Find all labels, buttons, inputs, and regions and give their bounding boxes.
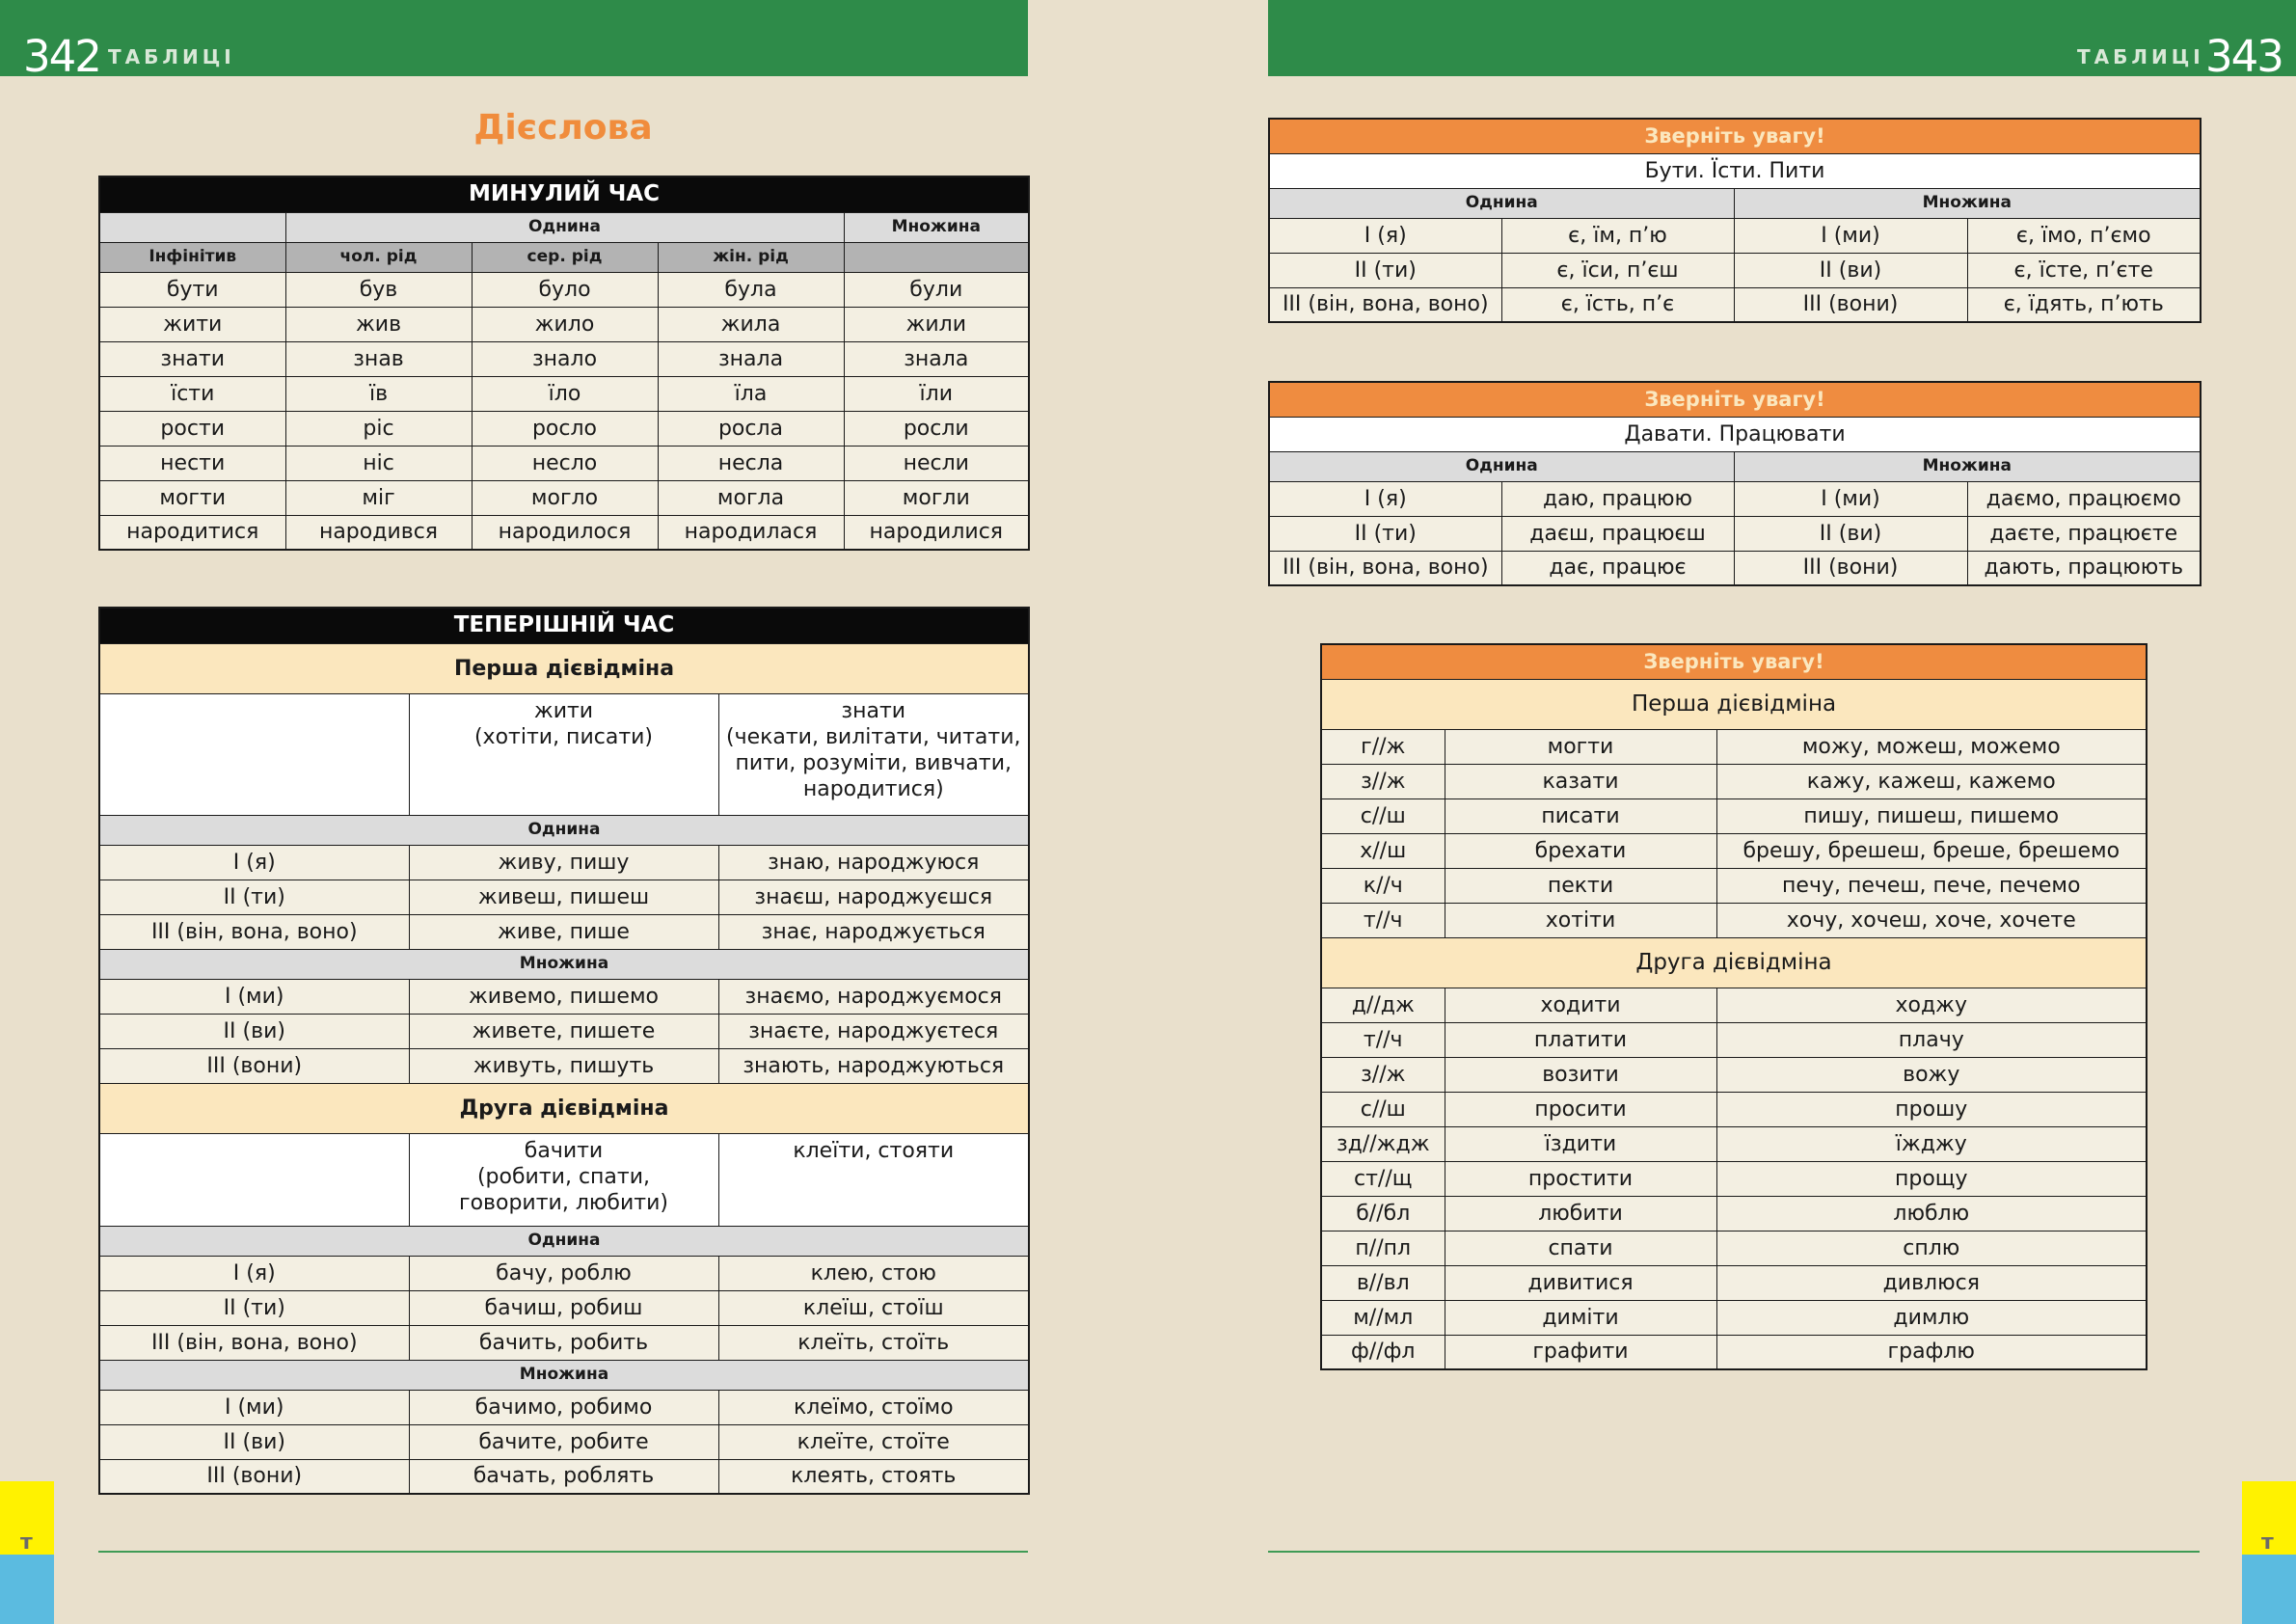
table-cell: є, їсте, п’єте — [1967, 253, 2201, 287]
table-cell: плачу — [1716, 1022, 2147, 1057]
table-cell: ІІ (ти) — [1269, 516, 1501, 551]
plural-row — [99, 1424, 1029, 1459]
singular-row — [99, 914, 1029, 949]
verb-group-line: (чекати, вилітати, читати, — [725, 724, 1021, 749]
table-cell: т//ч — [1321, 1022, 1445, 1057]
verb-group-line: знати — [841, 698, 906, 723]
table-cell: к//ч — [1321, 868, 1445, 903]
table-cell: їв — [285, 376, 472, 411]
table-cell: ІІІ (він, вона, воно) — [1269, 551, 1501, 585]
singular-row — [99, 1325, 1029, 1360]
table-cell: х//ш — [1321, 833, 1445, 868]
note-header: Зверніть увагу! — [1321, 644, 2147, 679]
alternation-row — [1321, 1092, 2147, 1126]
table-cell: спати — [1445, 1231, 1716, 1265]
table-cell: могла — [658, 480, 844, 515]
table-cell: даєте, працюєте — [1967, 516, 2201, 551]
table-cell: є, їсть, п’є — [1501, 287, 1734, 322]
singular-header: Однина — [99, 1226, 1029, 1256]
verb-group-cell — [409, 693, 718, 815]
past-tense-row — [99, 272, 1029, 307]
table-cell: знала — [844, 341, 1029, 376]
table-cell: росли — [844, 411, 1029, 446]
note2-row — [1269, 481, 2201, 516]
table-cell: ІІІ (він, вона, воно) — [1269, 287, 1501, 322]
plural-row — [99, 1390, 1029, 1424]
header-cell — [99, 212, 285, 242]
past-tense-row — [99, 307, 1029, 341]
table-cell: І (ми) — [99, 1390, 409, 1424]
singular-header: Однина — [1269, 188, 1734, 218]
table-cell: бачить, робить — [409, 1325, 718, 1360]
table-cell: могли — [844, 480, 1029, 515]
alternation-row — [1321, 1161, 2147, 1196]
note2-row — [1269, 551, 2201, 585]
table-cell: просити — [1445, 1092, 1716, 1126]
table-cell: ІІІ (вони) — [99, 1048, 409, 1083]
alternation-row — [1321, 729, 2147, 764]
table-cell: їли — [844, 376, 1029, 411]
table-cell: г//ж — [1321, 729, 1445, 764]
alternation-row — [1321, 903, 2147, 937]
right-page-label: ТАБЛИЦІ — [2077, 45, 2204, 68]
table-cell: зд//ждж — [1321, 1126, 1445, 1161]
plural-header: Множина — [1734, 451, 2201, 481]
table-cell: вожу — [1716, 1057, 2147, 1092]
note-subtitle: Давати. Працювати — [1269, 417, 2201, 451]
table-cell: димлю — [1716, 1300, 2147, 1335]
table-cell: жити — [99, 307, 285, 341]
verb-group-line: пити, розуміти, вивчати, — [735, 750, 1013, 775]
table-cell: була — [658, 272, 844, 307]
col-feminine: жін. рід — [658, 242, 844, 272]
singular-row — [99, 1290, 1029, 1325]
present-tense-table — [98, 607, 1030, 1495]
table-cell: знаєш, народжуєшся — [718, 880, 1029, 914]
conjugation-heading: Перша дієвідміна — [99, 643, 1029, 693]
table-cell: живете, пишете — [409, 1014, 718, 1048]
note-header: Зверніть увагу! — [1269, 119, 2201, 153]
table-cell: знав — [285, 341, 472, 376]
page-title: Дієслова — [473, 108, 653, 148]
table-cell: сплю — [1716, 1231, 2147, 1265]
table-cell: ІІ (ви) — [1734, 253, 1967, 287]
table-cell: є, їмо, п’ємо — [1967, 218, 2201, 253]
alternation-row — [1321, 798, 2147, 833]
table-cell: живуть, пишуть — [409, 1048, 718, 1083]
table-cell: т//ч — [1321, 903, 1445, 937]
table-cell: графлю — [1716, 1335, 2147, 1369]
table-cell: могти — [1445, 729, 1716, 764]
table-cell: росло — [472, 411, 658, 446]
plural-row — [99, 1014, 1029, 1048]
plural-header: Множина — [99, 1360, 1029, 1390]
table-cell: люблю — [1716, 1196, 2147, 1231]
table-cell: ІІІ (вони) — [1734, 287, 1967, 322]
past-tense-row — [99, 515, 1029, 550]
table-cell: І (ми) — [99, 979, 409, 1014]
table-cell: жив — [285, 307, 472, 341]
header-cell — [844, 242, 1029, 272]
past-tense-table — [98, 176, 1030, 551]
left-side-tab-letter: т — [20, 1530, 33, 1555]
table-cell: с//ш — [1321, 798, 1445, 833]
table-cell: І (ми) — [1734, 481, 1967, 516]
table-cell: платити — [1445, 1022, 1716, 1057]
past-tense-row — [99, 376, 1029, 411]
singular-row — [99, 880, 1029, 914]
table-cell: знає, народжується — [718, 914, 1029, 949]
table-cell: жила — [658, 307, 844, 341]
table-cell: знаю, народжуюся — [718, 845, 1029, 880]
table-cell: даю, працюю — [1501, 481, 1734, 516]
table-cell: народилися — [844, 515, 1029, 550]
alternation-row — [1321, 1057, 2147, 1092]
left-page-number: 342 — [23, 31, 100, 82]
right-side-tab-letter: т — [2261, 1530, 2274, 1555]
blank-cell — [99, 693, 409, 815]
table-cell: знати — [99, 341, 285, 376]
note1-row — [1269, 287, 2201, 322]
table-cell: бути — [99, 272, 285, 307]
verb-group-line: бачити — [524, 1138, 604, 1163]
note-table-give-work — [1268, 381, 2201, 586]
table-cell: є, їм, п’ю — [1501, 218, 1734, 253]
left-page-label: ТАБЛИЦІ — [108, 45, 235, 68]
table-cell: народилося — [472, 515, 658, 550]
alternation-row — [1321, 764, 2147, 798]
alternation-row — [1321, 1196, 2147, 1231]
table-cell: ніс — [285, 446, 472, 480]
table-cell: с//ш — [1321, 1092, 1445, 1126]
table-cell: несло — [472, 446, 658, 480]
table-cell: дивитися — [1445, 1265, 1716, 1300]
table-cell: ріс — [285, 411, 472, 446]
verb-group-line: (хотіти, писати) — [473, 724, 654, 749]
table-cell: хотіти — [1445, 903, 1716, 937]
alternation-row — [1321, 988, 2147, 1022]
table-cell: рости — [99, 411, 285, 446]
singular-header: Однина — [99, 815, 1029, 845]
table-cell: б//бл — [1321, 1196, 1445, 1231]
table-cell: клеять, стоять — [718, 1459, 1029, 1494]
past-tense-row — [99, 411, 1029, 446]
alternation-row — [1321, 1335, 2147, 1369]
table-cell: народився — [285, 515, 472, 550]
table-cell: ІІІ (вони) — [99, 1459, 409, 1494]
note1-row — [1269, 218, 2201, 253]
table-cell: ІІ (ти) — [1269, 253, 1501, 287]
plural-header: Множина — [1734, 188, 2201, 218]
table-cell: їла — [658, 376, 844, 411]
table-cell: ст//щ — [1321, 1161, 1445, 1196]
alternation-row — [1321, 1126, 2147, 1161]
singular-row — [99, 845, 1029, 880]
table-cell: міг — [285, 480, 472, 515]
table-cell: знала — [658, 341, 844, 376]
right-side-tab-blue — [2242, 1555, 2296, 1624]
table-cell: кажу, кажеш, кажемо — [1716, 764, 2147, 798]
table-cell: м//мл — [1321, 1300, 1445, 1335]
table-cell: ІІІ (він, вона, воно) — [99, 914, 409, 949]
verb-group-cell — [718, 693, 1029, 815]
right-footer-line — [1268, 1551, 2200, 1553]
table-cell: хочу, хочеш, хоче, хочете — [1716, 903, 2147, 937]
table-cell: ІІ (ви) — [99, 1014, 409, 1048]
table-cell: було — [472, 272, 658, 307]
table-cell: народитися — [99, 515, 285, 550]
table-cell: з//ж — [1321, 764, 1445, 798]
table-cell: живу, пишу — [409, 845, 718, 880]
table-cell: бачиш, робиш — [409, 1290, 718, 1325]
table-cell: можу, можеш, можемо — [1716, 729, 2147, 764]
verb-group-line: народитися) — [802, 776, 944, 801]
table-cell: пишу, пишеш, пишемо — [1716, 798, 2147, 833]
table-cell: прошу — [1716, 1092, 2147, 1126]
table-cell: живемо, пишемо — [409, 979, 718, 1014]
table-cell: І (я) — [1269, 218, 1501, 253]
note-table-be-eat-drink — [1268, 118, 2201, 323]
table-cell: жило — [472, 307, 658, 341]
verb-group-cell — [409, 1133, 718, 1226]
table-cell: бачу, роблю — [409, 1256, 718, 1290]
note1-row — [1269, 253, 2201, 287]
table-cell: ІІІ (вони) — [1734, 551, 1967, 585]
table-cell: ІІ (ви) — [99, 1424, 409, 1459]
table-cell: возити — [1445, 1057, 1716, 1092]
table-cell: казати — [1445, 764, 1716, 798]
table-cell: з//ж — [1321, 1057, 1445, 1092]
table-cell: могти — [99, 480, 285, 515]
table-cell: І (я) — [1269, 481, 1501, 516]
table-cell: несла — [658, 446, 844, 480]
table-cell: І (ми) — [1734, 218, 1967, 253]
plural-row — [99, 1048, 1029, 1083]
alternation-row — [1321, 1300, 2147, 1335]
blank-cell — [99, 1133, 409, 1226]
table-cell: печу, печеш, пече, печемо — [1716, 868, 2147, 903]
table-cell: клею, стою — [718, 1256, 1029, 1290]
table-cell: пекти — [1445, 868, 1716, 903]
singular-row — [99, 1256, 1029, 1290]
singular-header: Однина — [285, 212, 844, 242]
table-cell: п//пл — [1321, 1231, 1445, 1265]
table-cell: дає, працює — [1501, 551, 1734, 585]
table-cell: ходжу — [1716, 988, 2147, 1022]
table-cell: їло — [472, 376, 658, 411]
note-table-alternations — [1320, 643, 2147, 1370]
table-cell: бачите, робите — [409, 1424, 718, 1459]
table-cell: ІІ (ви) — [1734, 516, 1967, 551]
table-cell: знаєте, народжуєтеся — [718, 1014, 1029, 1048]
table-cell: їжджу — [1716, 1126, 2147, 1161]
table-cell: клеїте, стоїте — [718, 1424, 1029, 1459]
verb-group-line: жити — [533, 698, 594, 723]
table-cell: бачимо, робимо — [409, 1390, 718, 1424]
table-cell: писати — [1445, 798, 1716, 833]
alternation-row — [1321, 1022, 2147, 1057]
table-cell: брешу, брешеш, бреше, брешемо — [1716, 833, 2147, 868]
table-cell: ІІ (ти) — [99, 1290, 409, 1325]
note-subtitle: Бути. Їсти. Пити — [1269, 153, 2201, 188]
table-cell: знають, народжуються — [718, 1048, 1029, 1083]
second-conjugation-heading: Друга дієвідміна — [1321, 937, 2147, 988]
table-cell: народилася — [658, 515, 844, 550]
note2-row — [1269, 516, 2201, 551]
left-footer-line — [98, 1551, 1028, 1553]
first-conjugation-heading: Перша дієвідміна — [1321, 679, 2147, 729]
table-cell: бачать, роблять — [409, 1459, 718, 1494]
table-cell: прощу — [1716, 1161, 2147, 1196]
present-tense-title: ТЕПЕРІШНІЙ ЧАС — [99, 608, 1029, 643]
alternation-row — [1321, 1265, 2147, 1300]
table-cell: ф//фл — [1321, 1335, 1445, 1369]
table-cell: ходити — [1445, 988, 1716, 1022]
col-neuter: сер. рід — [472, 242, 658, 272]
table-cell: живе, пише — [409, 914, 718, 949]
table-cell: їсти — [99, 376, 285, 411]
table-cell: росла — [658, 411, 844, 446]
table-cell: був — [285, 272, 472, 307]
col-infinitive: Інфінітив — [99, 242, 285, 272]
past-tense-title: МИНУЛИЙ ЧАС — [99, 176, 1029, 212]
table-cell: диміти — [1445, 1300, 1716, 1335]
table-cell: є, їдять, п’ють — [1967, 287, 2201, 322]
left-side-tab-blue — [0, 1555, 54, 1624]
table-cell: несли — [844, 446, 1029, 480]
table-cell: клеїш, стоїш — [718, 1290, 1029, 1325]
verb-group-line: клеїти, стояти — [793, 1138, 955, 1163]
table-cell: нести — [99, 446, 285, 480]
note-header: Зверніть увагу! — [1269, 382, 2201, 417]
singular-header: Однина — [1269, 451, 1734, 481]
verb-group-line: (робити, спати, — [476, 1164, 651, 1189]
table-cell: клеїмо, стоїмо — [718, 1390, 1029, 1424]
plural-header: Множина — [99, 949, 1029, 979]
table-cell: могло — [472, 480, 658, 515]
alternation-row — [1321, 1231, 2147, 1265]
table-cell: даєш, працюєш — [1501, 516, 1734, 551]
past-tense-row — [99, 446, 1029, 480]
table-cell: знало — [472, 341, 658, 376]
alternation-row — [1321, 868, 2147, 903]
table-cell: любити — [1445, 1196, 1716, 1231]
plural-row — [99, 1459, 1029, 1494]
past-tense-row — [99, 341, 1029, 376]
table-cell: І (я) — [99, 1256, 409, 1290]
table-cell: ІІ (ти) — [99, 880, 409, 914]
plural-header: Множина — [844, 212, 1029, 242]
table-cell: жили — [844, 307, 1029, 341]
table-cell: в//вл — [1321, 1265, 1445, 1300]
table-cell: дають, працюють — [1967, 551, 2201, 585]
verb-group-line: говорити, любити) — [459, 1190, 668, 1215]
verb-group-cell — [718, 1133, 1029, 1226]
table-cell: д//дж — [1321, 988, 1445, 1022]
table-cell: ІІІ (він, вона, воно) — [99, 1325, 409, 1360]
table-cell: І (я) — [99, 845, 409, 880]
past-tense-row — [99, 480, 1029, 515]
conjugation-heading: Друга дієвідміна — [99, 1083, 1029, 1133]
table-cell: їздити — [1445, 1126, 1716, 1161]
table-cell: є, їси, п’єш — [1501, 253, 1734, 287]
alternation-row — [1321, 833, 2147, 868]
table-cell: знаємо, народжуємося — [718, 979, 1029, 1014]
table-cell: простити — [1445, 1161, 1716, 1196]
table-cell: живеш, пишеш — [409, 880, 718, 914]
right-page-number: 343 — [2205, 31, 2282, 82]
plural-row — [99, 979, 1029, 1014]
table-cell: клеїть, стоїть — [718, 1325, 1029, 1360]
table-cell: даємо, працюємо — [1967, 481, 2201, 516]
table-cell: були — [844, 272, 1029, 307]
table-cell: дивлюся — [1716, 1265, 2147, 1300]
table-cell: брехати — [1445, 833, 1716, 868]
table-cell: графити — [1445, 1335, 1716, 1369]
col-masculine: чол. рід — [285, 242, 472, 272]
